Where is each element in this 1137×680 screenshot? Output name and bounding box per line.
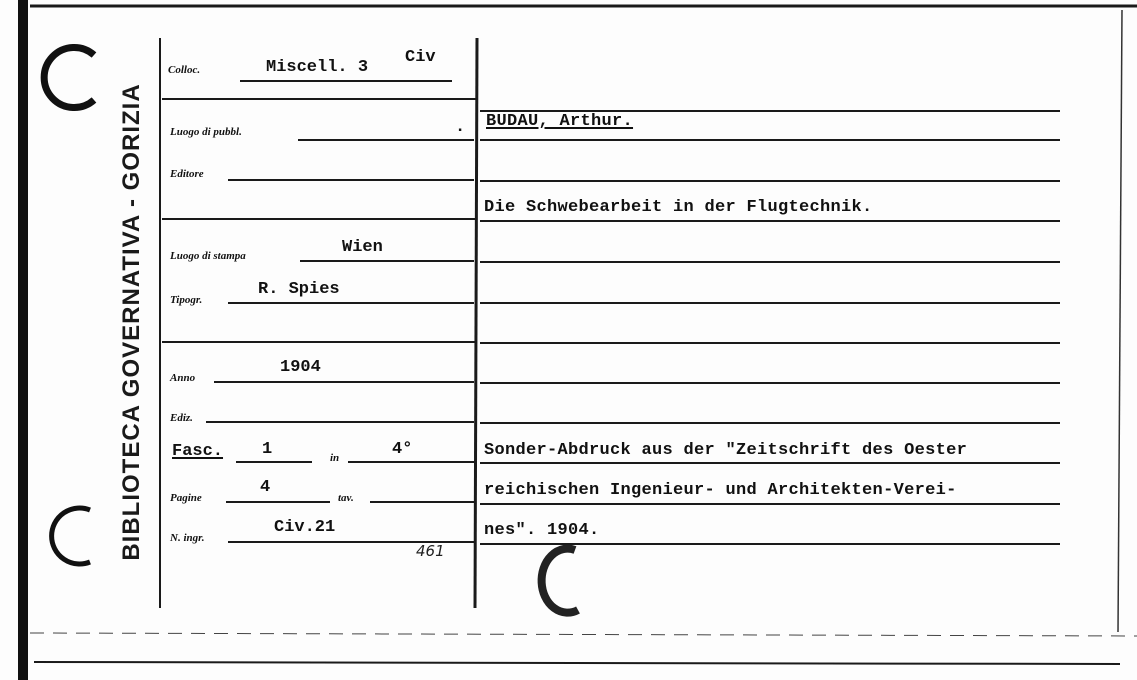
value-n-ingr: Civ.21 xyxy=(274,518,336,537)
value-n-ingr-note: 461 xyxy=(416,542,445,560)
rule-tipografo xyxy=(228,302,474,304)
rule-right-7 xyxy=(480,382,1060,384)
rule-right-1 xyxy=(480,139,1060,141)
rule-right-8 xyxy=(480,422,1060,424)
record-note-line-1: Sonder-Abdruck aus der "Zeitschrift des Oester xyxy=(484,441,968,460)
label-fasc-in: in xyxy=(330,452,340,464)
rule-right-4 xyxy=(480,261,1060,263)
rule-right-2 xyxy=(480,180,1060,182)
rule-format xyxy=(348,461,474,463)
value-pagine: 4 xyxy=(260,478,271,497)
value-anno: 1904 xyxy=(280,358,321,377)
binder-hole-bottom-icon xyxy=(52,508,90,564)
label-fasc: Fasc. xyxy=(172,442,224,461)
rule-pagine xyxy=(226,501,330,503)
rule-right-11 xyxy=(480,543,1060,545)
record-note-line-3: nes". 1904. xyxy=(484,521,600,540)
rule-section-3 xyxy=(162,341,476,343)
rule-collocazione xyxy=(240,80,452,82)
value-tipografo: R. Spies xyxy=(258,280,340,299)
value-collocazione-extra: Civ xyxy=(405,48,436,67)
value-collocazione: Miscell. 3 xyxy=(266,58,369,77)
label-anno: Anno xyxy=(170,372,196,384)
rule-editore xyxy=(228,179,474,181)
record-title: Die Schwebearbeit in der Flugtechnik. xyxy=(484,198,873,217)
rule-luogo-stampa xyxy=(300,260,474,262)
label-tav: tav. xyxy=(338,492,354,504)
rule-right-3 xyxy=(480,220,1060,222)
record-note-line-2: reichischen Ingenieur- und Architekten-Verei- xyxy=(484,481,957,500)
rule-right-9 xyxy=(480,462,1060,464)
label-collocazione: Colloc. xyxy=(168,64,201,76)
label-edizione: Ediz. xyxy=(170,412,193,424)
rule-tav xyxy=(370,501,474,503)
value-luogo-stampa: Wien xyxy=(342,238,383,257)
value-fasc: 1 xyxy=(262,440,273,459)
rule-right-5 xyxy=(480,302,1060,304)
rule-right-10 xyxy=(480,503,1060,505)
binder-hole-top-icon xyxy=(44,48,94,108)
rule-section-2 xyxy=(162,218,476,220)
value-format: 4° xyxy=(392,440,413,459)
label-luogo-stampa: Luogo di stampa xyxy=(170,250,246,262)
value-luogo-pubbl: . xyxy=(455,118,466,137)
record-author: BUDAU, Arthur. xyxy=(486,112,634,131)
rule-anno xyxy=(214,381,474,383)
rule-edizione xyxy=(206,421,474,423)
label-tipografo: Tipogr. xyxy=(170,294,203,306)
label-luogo-pubbl: Luogo di pubbl. xyxy=(170,126,242,138)
label-pagine: Pagine xyxy=(170,492,202,504)
rule-fasc xyxy=(236,461,312,463)
label-n-ingr: N. ingr. xyxy=(170,532,205,544)
label-editore: Editore xyxy=(170,168,204,180)
rule-right-6 xyxy=(480,342,1060,344)
rule-section-1 xyxy=(162,98,476,100)
rule-luogo-pubbl xyxy=(298,139,474,141)
library-stamp: BIBLIOTECA GOVERNATIVA - GORIZIA xyxy=(118,83,145,561)
punch-hole-mark-icon xyxy=(542,549,578,613)
